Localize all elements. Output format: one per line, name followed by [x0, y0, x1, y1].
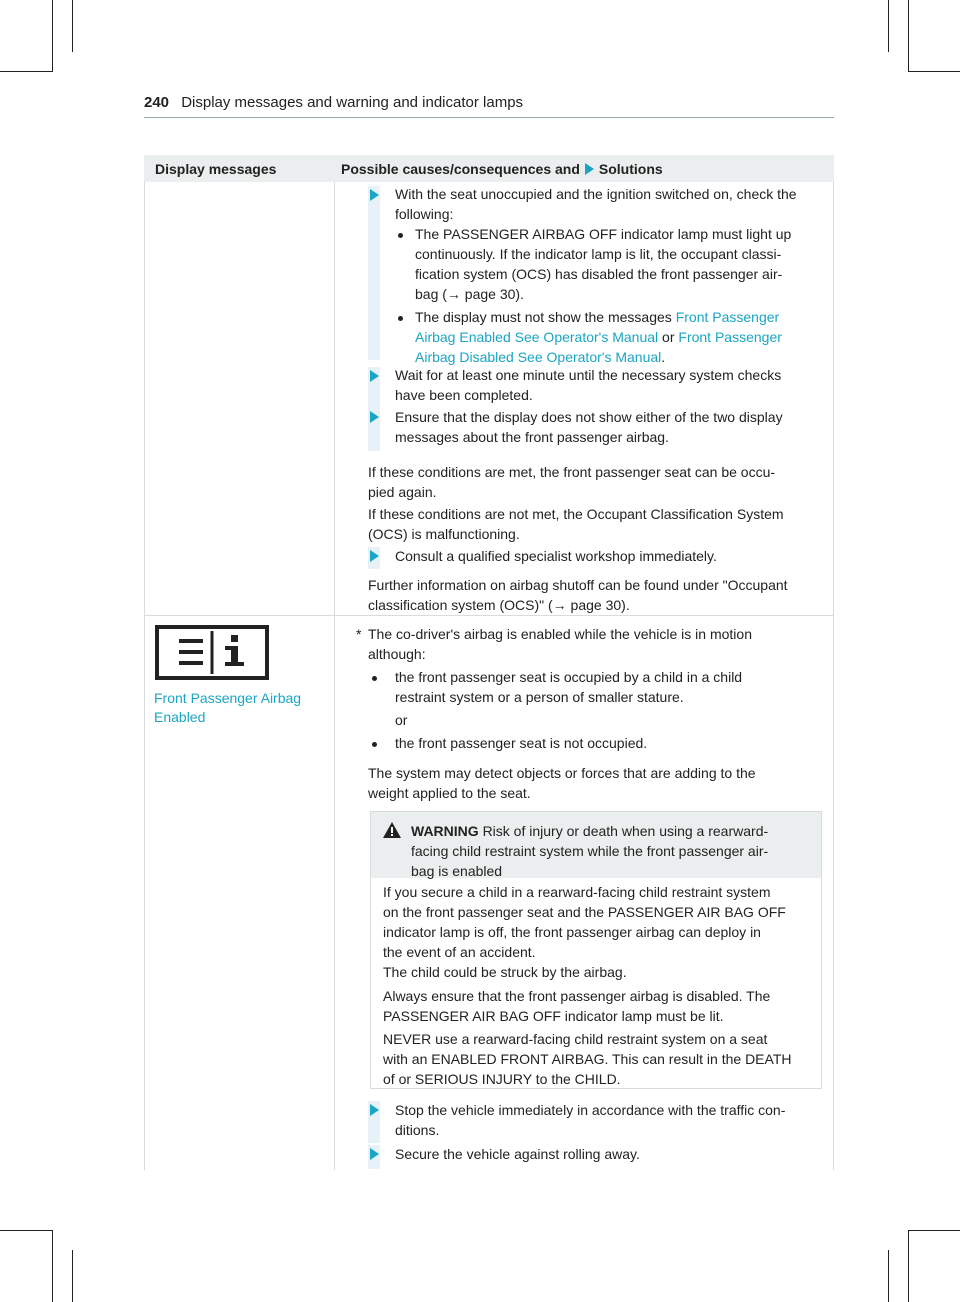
bullet-dot	[398, 316, 403, 321]
text-line: bag is enabled	[411, 863, 503, 879]
warning-label: WARNING	[411, 823, 479, 839]
paragraph	[368, 575, 828, 615]
text-line	[411, 821, 811, 841]
warning-paragraph	[383, 882, 813, 962]
paragraph	[368, 763, 828, 803]
warning-triangle-icon	[383, 822, 401, 838]
step-ensure	[395, 407, 825, 447]
bullet-dot	[372, 676, 377, 681]
table-right-border	[833, 182, 834, 1170]
message-link[interactable]: Front Passenger	[678, 329, 782, 345]
text-line: of or SERIOUS INJURY to the CHILD.	[383, 1071, 621, 1087]
paragraph	[368, 462, 828, 502]
table-left-border	[144, 182, 145, 1170]
row-divider	[144, 615, 834, 616]
intro-text	[368, 624, 752, 664]
table-header	[144, 155, 834, 182]
crop-mark	[888, 0, 889, 52]
warning-paragraph	[383, 1029, 813, 1089]
step-arrow-icon	[370, 1104, 379, 1116]
page-title: Display messages and warning and indicator lamps	[181, 94, 524, 111]
column-divider	[334, 182, 335, 1170]
header-divider	[144, 117, 834, 118]
text-line: with an ENABLED FRONT AIRBAG. This can result in the DEATH	[383, 1051, 792, 1067]
crop-mark	[908, 1230, 909, 1302]
text-line	[415, 307, 782, 327]
arrow-right-icon	[585, 163, 594, 175]
text-line: classification system (OCS)" (→ page 30).	[368, 597, 630, 613]
warning-header	[371, 812, 821, 878]
text-line: NEVER use a rearward-facing child restraint system on a seat	[383, 1031, 768, 1047]
paragraph	[368, 504, 828, 544]
column-header-display-messages: Display messages	[155, 161, 277, 177]
page-header	[144, 94, 834, 111]
text-line: the front passenger seat is occupied by a child in a child	[395, 669, 743, 685]
text-line: fication system (OCS) has disabled the front passenger air-	[415, 266, 783, 282]
crop-mark	[908, 0, 909, 72]
text-line: The system may detect objects or forces that are adding to the	[368, 765, 756, 781]
column-header-solutions-label: Solutions	[598, 161, 663, 177]
step-stop-vehicle	[395, 1100, 825, 1140]
warning-paragraph	[383, 986, 813, 1026]
bullet-dot	[372, 742, 377, 747]
crop-mark	[72, 1250, 73, 1302]
text-line: restraint system or a person of smaller stature.	[395, 689, 684, 705]
crop-mark	[0, 1230, 52, 1231]
step-arrow-icon	[370, 550, 379, 562]
step-arrow-icon	[370, 1148, 379, 1160]
page-number: 240	[144, 94, 170, 111]
text-line: PASSENGER AIR BAG OFF indicator lamp must be lit.	[383, 1008, 724, 1024]
text-line: The PASSENGER AIRBAG OFF indicator lamp must light up	[415, 226, 792, 242]
crop-mark	[52, 1230, 53, 1302]
text-line: continuously. If the indicator lamp is lit, the occupant classi-	[415, 246, 782, 262]
crop-mark	[888, 1250, 889, 1302]
text-span: The display must not show the messages	[415, 309, 672, 325]
text-line: Always ensure that the front passenger airbag is disabled. The	[383, 988, 771, 1004]
warning-paragraph: The child could be struck by the airbag.	[383, 964, 627, 980]
step-arrow-icon	[370, 189, 379, 201]
text-line: Enabled	[154, 709, 206, 725]
crop-mark	[908, 1230, 960, 1231]
crop-mark	[908, 71, 960, 72]
text-line: bag (→ page 30).	[415, 286, 524, 302]
footnote-star: *	[356, 626, 362, 642]
book-info-icon	[155, 625, 269, 680]
message-link[interactable]: Airbag Disabled See Operator's Manual	[415, 349, 662, 365]
step-arrow-icon	[370, 370, 379, 382]
text-line: The co-driver's airbag is enabled while the vehicle is in motion	[368, 626, 752, 642]
bullet-text: the front passenger seat is not occupied.	[395, 735, 648, 751]
text-span: .	[661, 349, 666, 365]
crop-mark	[0, 71, 52, 72]
text-line: Further information on airbag shutoff can be found under "Occupant	[368, 577, 788, 593]
bullet-text	[395, 667, 742, 707]
column-header-causes-label: Possible causes/consequences and	[341, 161, 580, 177]
text-line: indicator lamp is off, the front passenger airbag can deploy in	[383, 924, 761, 940]
display-message-label[interactable]	[154, 689, 334, 727]
sub-bullet-text	[415, 307, 782, 367]
text-line: facing child restraint system while the front passenger air-	[411, 843, 769, 859]
text-line: have been completed.	[395, 387, 533, 403]
crop-mark	[72, 0, 73, 52]
bullet-dot	[398, 233, 403, 238]
or-text: or	[395, 712, 408, 728]
text-line: weight applied to the seat.	[368, 785, 531, 801]
step-consult: Consult a qualified specialist workshop immediately.	[395, 548, 717, 564]
text-line: Front Passenger Airbag	[154, 690, 302, 706]
text-line: Ensure that the display does not show either of the two display	[395, 409, 783, 425]
text-line	[415, 347, 782, 367]
warning-title	[411, 821, 811, 881]
text-line: If these conditions are not met, the Occupant Classification System	[368, 506, 784, 522]
column-header-causes	[341, 161, 663, 177]
text-line: ditions.	[395, 1122, 440, 1138]
text-line: although:	[368, 646, 426, 662]
step-wait	[395, 365, 825, 405]
step-secure-vehicle: Secure the vehicle against rolling away.	[395, 1146, 640, 1162]
text-line: the event of an accident.	[383, 944, 536, 960]
message-link[interactable]: Airbag Enabled See Operator's Manual	[415, 329, 659, 345]
step-arrow-icon	[370, 411, 379, 423]
text-line: messages about the front passenger airbag.	[395, 429, 669, 445]
text-line: pied again.	[368, 484, 437, 500]
text-line: Wait for at least one minute until the necessary system checks	[395, 367, 782, 383]
message-link[interactable]: Front Passenger	[675, 309, 780, 325]
sub-bullet-text	[415, 224, 791, 304]
step-band	[368, 186, 380, 360]
text-span: Risk of injury or death when using a rearward-	[482, 823, 769, 839]
book-info-glyph	[159, 629, 265, 676]
text-line: Stop the vehicle immediately in accordance with the traffic con-	[395, 1102, 786, 1118]
step-check: With the seat unoccupied and the ignition switched on, check the following:	[395, 186, 797, 222]
text-line: on the front passenger seat and the PASSENGER AIR BAG OFF	[383, 904, 786, 920]
text-span: or	[662, 329, 675, 345]
text-line: If you secure a child in a rearward-facing child restraint system	[383, 884, 771, 900]
text-line	[415, 327, 782, 347]
text-line: If these conditions are met, the front passenger seat can be occu-	[368, 464, 776, 480]
warning-box	[370, 811, 822, 1089]
crop-mark	[52, 0, 53, 72]
text-line: (OCS) is malfunctioning.	[368, 526, 520, 542]
